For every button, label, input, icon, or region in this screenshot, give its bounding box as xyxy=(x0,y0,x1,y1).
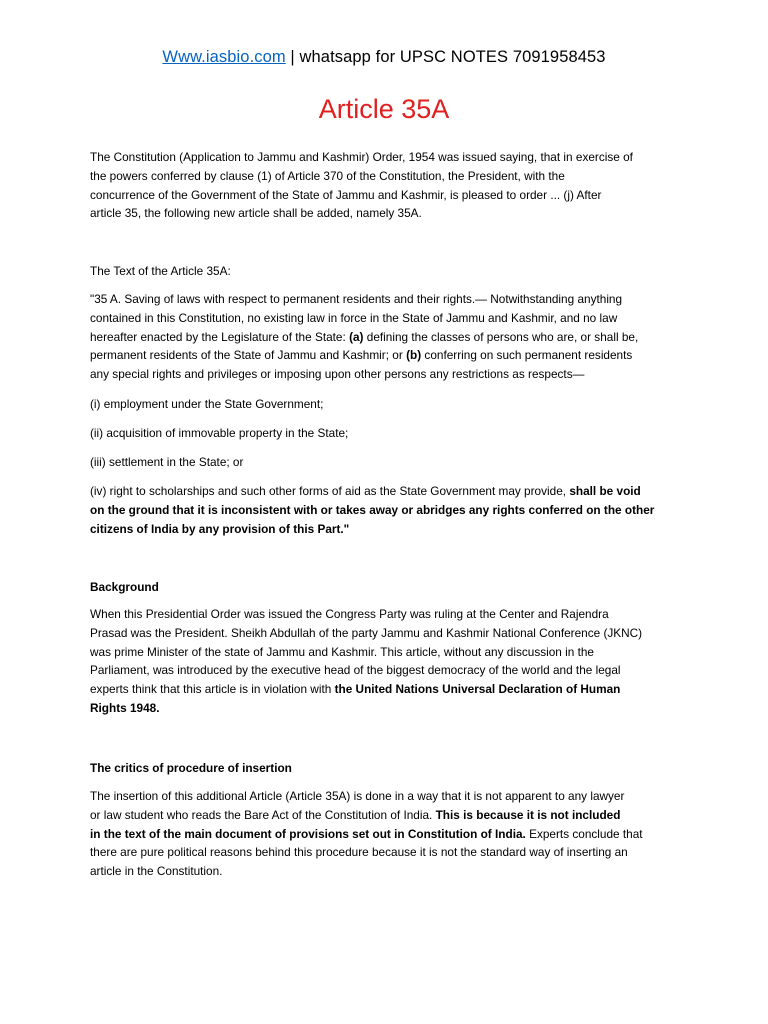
background-heading-label: Background xyxy=(90,580,159,594)
critics-text-bold: in the text of the main document of provisions set out in Constitution of India. xyxy=(90,826,526,841)
critics-heading-label: The critics of procedure of insertion xyxy=(90,761,292,775)
quote-text: conferring on such permanent residents xyxy=(421,348,633,363)
header-separator: | xyxy=(285,48,300,66)
whatsapp-text: whatsapp for UPSC NOTES 7091958453 xyxy=(299,48,606,66)
background-line: When this Presidential Order was issued the Congress Party was ruling at the Center and Rajendra xyxy=(90,607,609,621)
quote-paragraph xyxy=(90,290,678,384)
clause-b-label: (b) xyxy=(406,348,422,363)
list-item-text xyxy=(90,482,678,501)
clause-a-label: (a) xyxy=(349,329,364,344)
list-item-iii xyxy=(90,453,678,472)
critics-text: or law student who reads the Bare Act of the Constitution of India. xyxy=(90,807,436,822)
quote-text: defining the classes of persons who are, or shall be, xyxy=(363,329,639,344)
quote-line xyxy=(90,328,678,347)
quote-line: contained in this Constitution, no existing law in force in the State of Jammu and Kashmir, and no law xyxy=(90,310,618,325)
intro-paragraph xyxy=(90,148,678,223)
critics-heading xyxy=(90,759,678,778)
text-heading xyxy=(90,262,678,281)
quote-line: any special rights and privileges or imposing upon other persons any restrictions as respects— xyxy=(90,367,585,382)
critics-paragraph xyxy=(90,787,678,881)
list-item-text-bold: on the ground that it is inconsistent with or takes away or abridges any rights conferred on the other xyxy=(90,502,655,517)
list-item-i xyxy=(90,395,678,414)
background-line: was prime Minister of the state of Jammu and Kashmir. This article, without any discussion in the xyxy=(90,644,594,659)
intro-line: article 35, the following new article shall be added, namely 35A. xyxy=(90,206,422,221)
text-heading-label: The Text of the Article 35A: xyxy=(90,264,231,278)
critics-line xyxy=(90,825,678,844)
background-text-bold: the United Nations Universal Declaration of Human xyxy=(334,682,621,697)
background-line xyxy=(90,680,678,699)
background-line: Parliament, was introduced by the executive head of the biggest democracy of the world and the legal xyxy=(90,663,621,678)
quote-text: hereafter enacted by the Legislature of the State: xyxy=(90,329,350,344)
list-item-text: (ii) acquisition of immovable property in the State; xyxy=(90,426,349,440)
list-item-ii xyxy=(90,424,678,443)
page-header xyxy=(90,48,678,67)
critics-line: there are pure political reasons behind this procedure because it is not the standard way of inserting an xyxy=(90,845,628,860)
list-item-text-regular: (iv) right to scholarships and such other forms of aid as the State Government may provide, xyxy=(90,484,570,498)
critics-line: article in the Constitution. xyxy=(90,864,223,879)
background-heading xyxy=(90,578,678,597)
list-item-text-bold: citizens of India by any provision of this Part." xyxy=(90,521,350,536)
list-item-text: (i) employment under the State Government; xyxy=(90,397,324,411)
list-item-iv xyxy=(90,482,678,538)
critics-text: Experts conclude that xyxy=(525,826,643,841)
background-paragraph xyxy=(90,605,678,718)
intro-line: The Constitution (Application to Jammu and Kashmir) Order, 1954 was issued saying, that in exercise of xyxy=(90,150,633,164)
background-line: Prasad was the President. Sheikh Abdullah of the party Jammu and Kashmir National Conference (JKNC) xyxy=(90,625,643,640)
page-title: Article 35A xyxy=(318,94,450,124)
list-item-text-bold: shall be void xyxy=(569,484,641,498)
background-text: experts think that this article is in violation with xyxy=(90,682,335,697)
critics-line: The insertion of this additional Article (Article 35A) is done in a way that it is not apparent to any lawyer xyxy=(90,789,625,803)
site-link[interactable]: Www.iasbio.com xyxy=(162,48,286,66)
list-item-text: (iii) settlement in the State; or xyxy=(90,455,244,469)
intro-line: the powers conferred by clause (1) of Article 370 of the Constitution, the President, with the xyxy=(90,168,565,183)
quote-text: permanent residents of the State of Jammu and Kashmir; or xyxy=(90,348,407,363)
background-line: Rights 1948. xyxy=(90,700,160,715)
quote-line xyxy=(90,346,678,365)
critics-text-bold: This is because it is not included xyxy=(435,807,621,822)
intro-line: concurrence of the Government of the State of Jammu and Kashmir, is pleased to order ... (j) After xyxy=(90,187,602,202)
critics-line xyxy=(90,806,678,825)
quote-line: "35 A. Saving of laws with respect to permanent residents and their rights.— Notwithstanding anything xyxy=(90,292,623,306)
